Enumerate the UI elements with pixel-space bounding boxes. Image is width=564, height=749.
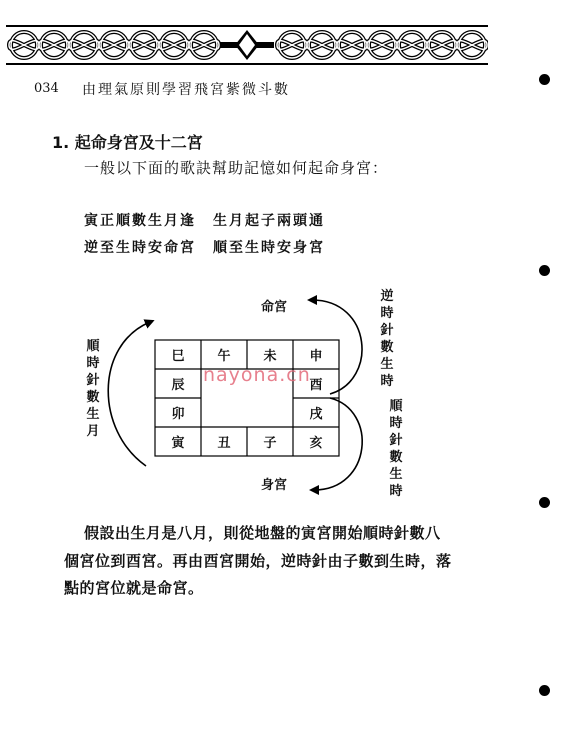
verse-line2-right: 順至生時安身宮 (213, 240, 325, 256)
running-title: 由理氣原則學習飛宮紫微斗數 (82, 82, 290, 98)
palace-chen: 辰 (171, 378, 185, 393)
section-title: 1. 起命身宮及十二宮 (52, 133, 203, 152)
palace-chou: 丑 (217, 436, 231, 451)
palace-si: 巳 (171, 349, 185, 364)
label-clockwise-birth-hour: 順時針數生時 (389, 399, 403, 499)
verse-line1-right: 生月起子兩頭通 (213, 213, 325, 229)
palace-yin: 寅 (171, 436, 185, 451)
palace-wei: 未 (263, 349, 277, 364)
page-number: 034 (34, 81, 59, 96)
body-line-1: 假設出生月是八月，則從地盤的寅宮開始順時針數八 (84, 524, 441, 542)
palace-shen: 申 (309, 349, 323, 364)
label-shen-palace: 身宮 (261, 478, 288, 493)
watermark: nayona.cn (203, 364, 311, 386)
verse-line1-left: 寅正順數生月逢 (84, 213, 196, 229)
label-counterclockwise-birth-hour: 逆時針數生時 (380, 289, 394, 389)
palace-hai: 亥 (309, 436, 323, 451)
palace-you: 酉 (309, 378, 323, 393)
palace-zi: 子 (263, 436, 277, 451)
palace-xu: 戌 (309, 407, 323, 422)
verse-line2-left: 逆至生時安命宮 (84, 240, 196, 256)
palace-wu: 午 (217, 349, 231, 364)
body-line-3: 點的宮位就是命宮。 (64, 579, 204, 597)
body-line-2: 個宮位到酉宮。再由酉宮開始，逆時針由子數到生時，落 (64, 552, 452, 570)
label-ming-palace: 命宮 (261, 300, 288, 315)
palace-mao: 卯 (171, 407, 185, 422)
intro-text: 一般以下面的歌訣幫助記憶如何起命身宮： (84, 159, 389, 177)
label-clockwise-birth-month: 順時針數生月 (86, 339, 100, 439)
